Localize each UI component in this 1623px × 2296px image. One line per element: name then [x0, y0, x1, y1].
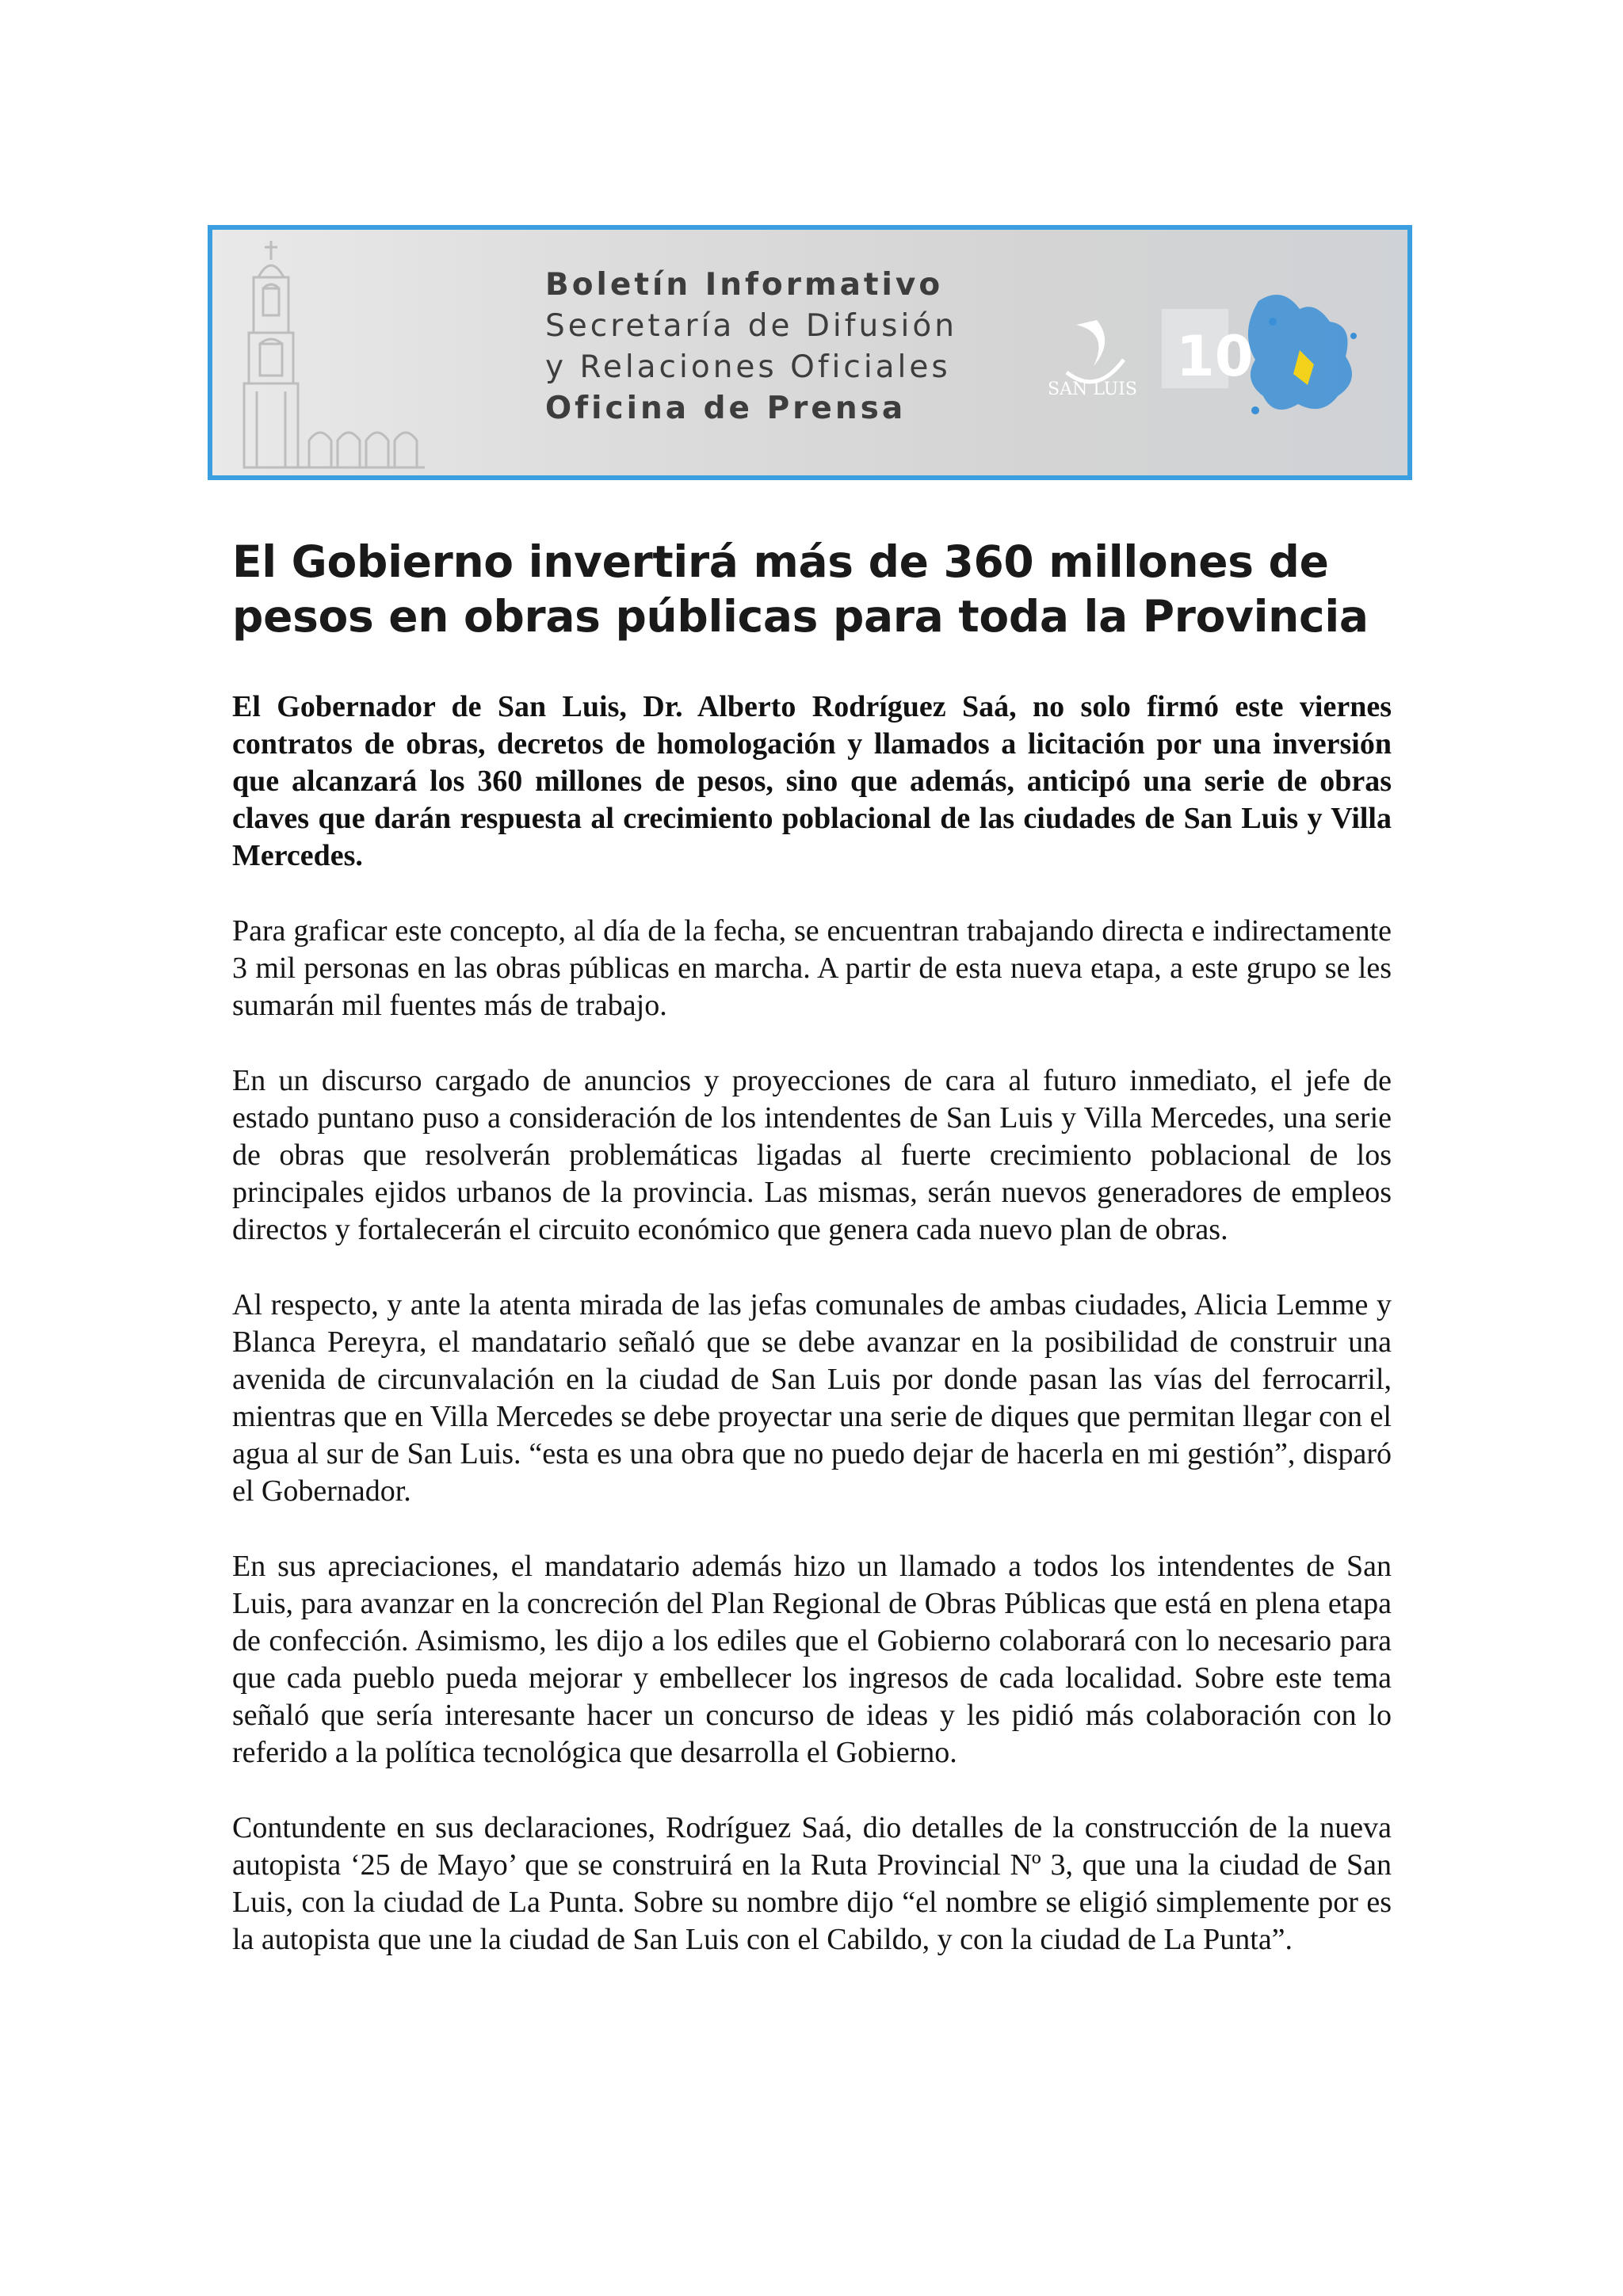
banner-office-name: Oficina de Prensa	[545, 391, 907, 426]
province-map-icon	[1248, 295, 1357, 414]
banner-text-block	[545, 269, 957, 434]
banner-subtitle-line-2: y Relaciones Oficiales	[545, 349, 951, 385]
banner-logos	[1021, 277, 1393, 436]
press-bulletin-banner	[208, 225, 1412, 480]
article-paragraph-5: Contundente en sus declaraciones, Rodríguez Saá, dio detalles de la construcción de la nueva autopista ‘25 de Mayo’ que se construirá en la Ruta Provincial Nº 3, que una la ciudad de San Luis, con la ciudad de La Punta. Sobre su nombre dijo “el nombre se eligió simplemente por es la autopista que une la ciudad de San Luis con el Cabildo, y con la ciudad de La Punta”.	[232, 1811, 1392, 1956]
article-paragraph-4: En sus apreciaciones, el mandatario además hizo un llamado a todos los intendentes de San Luis, para avanzar en la concreción del Plan Regional de Obras Públicas que está en plena etapa de confección. Asimismo, les dijo a los ediles que el Gobierno colaborará con lo necesario para que cada pueblo pueda mejorar y embellecer los ingresos de cada localidad. Sobre este tema señaló que sería interesante hacer un concurso de ideas y les pidió más colaboración con lo referido a la política tecnológica que desarrolla el Gobierno.	[232, 1550, 1392, 1769]
article-lead: El Gobernador de San Luis, Dr. Alberto Rodríguez Saá, no solo firmó este viernes contratos de obras, decretos de homologación y llamados a licitación por una inversión que alcanzará los 360 millones de pesos, sino que además, anticipó una serie de obras claves que darán respuesta al crecimiento poblacional de las ciudades de San Luis y Villa Mercedes.	[232, 690, 1392, 872]
church-tower-icon	[230, 236, 428, 474]
banner-subtitle-line-1: Secretaría de Difusión	[545, 308, 957, 344]
san-luis-logo-icon	[1048, 320, 1137, 399]
san-luis-logo-text: SAN LUIS	[1048, 379, 1137, 399]
article-headline: El Gobierno invertirá más de 360 millones de pesos en obras públicas para toda la Provincia	[232, 536, 1369, 642]
anniversary-logo-icon	[1162, 309, 1253, 389]
article-paragraph-3: Al respecto, y ante la atenta mirada de las jefas comunales de ambas ciudades, Alicia Lemme y Blanca Pereyra, el mandatario señaló que se debe avanzar en la posibilidad de construir una avenida de circunvalación en la ciudad de San Luis por donde pasan las vías del ferrocarril, mientras que en Villa Mercedes se debe proyectar una serie de diques que permitan llegar con el agua al sur de San Luis. “esta es una obra que no puedo dejar de hacerla en mi gestión”, disparó el Gobernador.	[232, 1288, 1392, 1508]
article-paragraph-2: En un discurso cargado de anuncios y proyecciones de cara al futuro inmediato, el jefe de estado puntano puso a consideración de los intendentes de San Luis y Villa Mercedes, una serie de obras que resolverán problemáticas ligadas al fuerte crecimiento poblacional de los principales ejidos urbanos de la provincia. Las mismas, serán nuevos generadores de empleos directos y fortalecerán el circuito económico que genera cada nuevo plan de obras.	[232, 1064, 1392, 1246]
article-paragraph-1: Para graficar este concepto, al día de la fecha, se encuentran trabajando directa e indirectamente 3 mil personas en las obras públicas en marcha. A partir de esta nueva etapa, a este grupo se les sumarán mil fuentes más de trabajo.	[232, 914, 1392, 1022]
anniversary-logo-number: 10	[1176, 324, 1254, 389]
press-article	[232, 535, 1392, 1958]
banner-title: Boletín Informativo	[545, 267, 944, 303]
